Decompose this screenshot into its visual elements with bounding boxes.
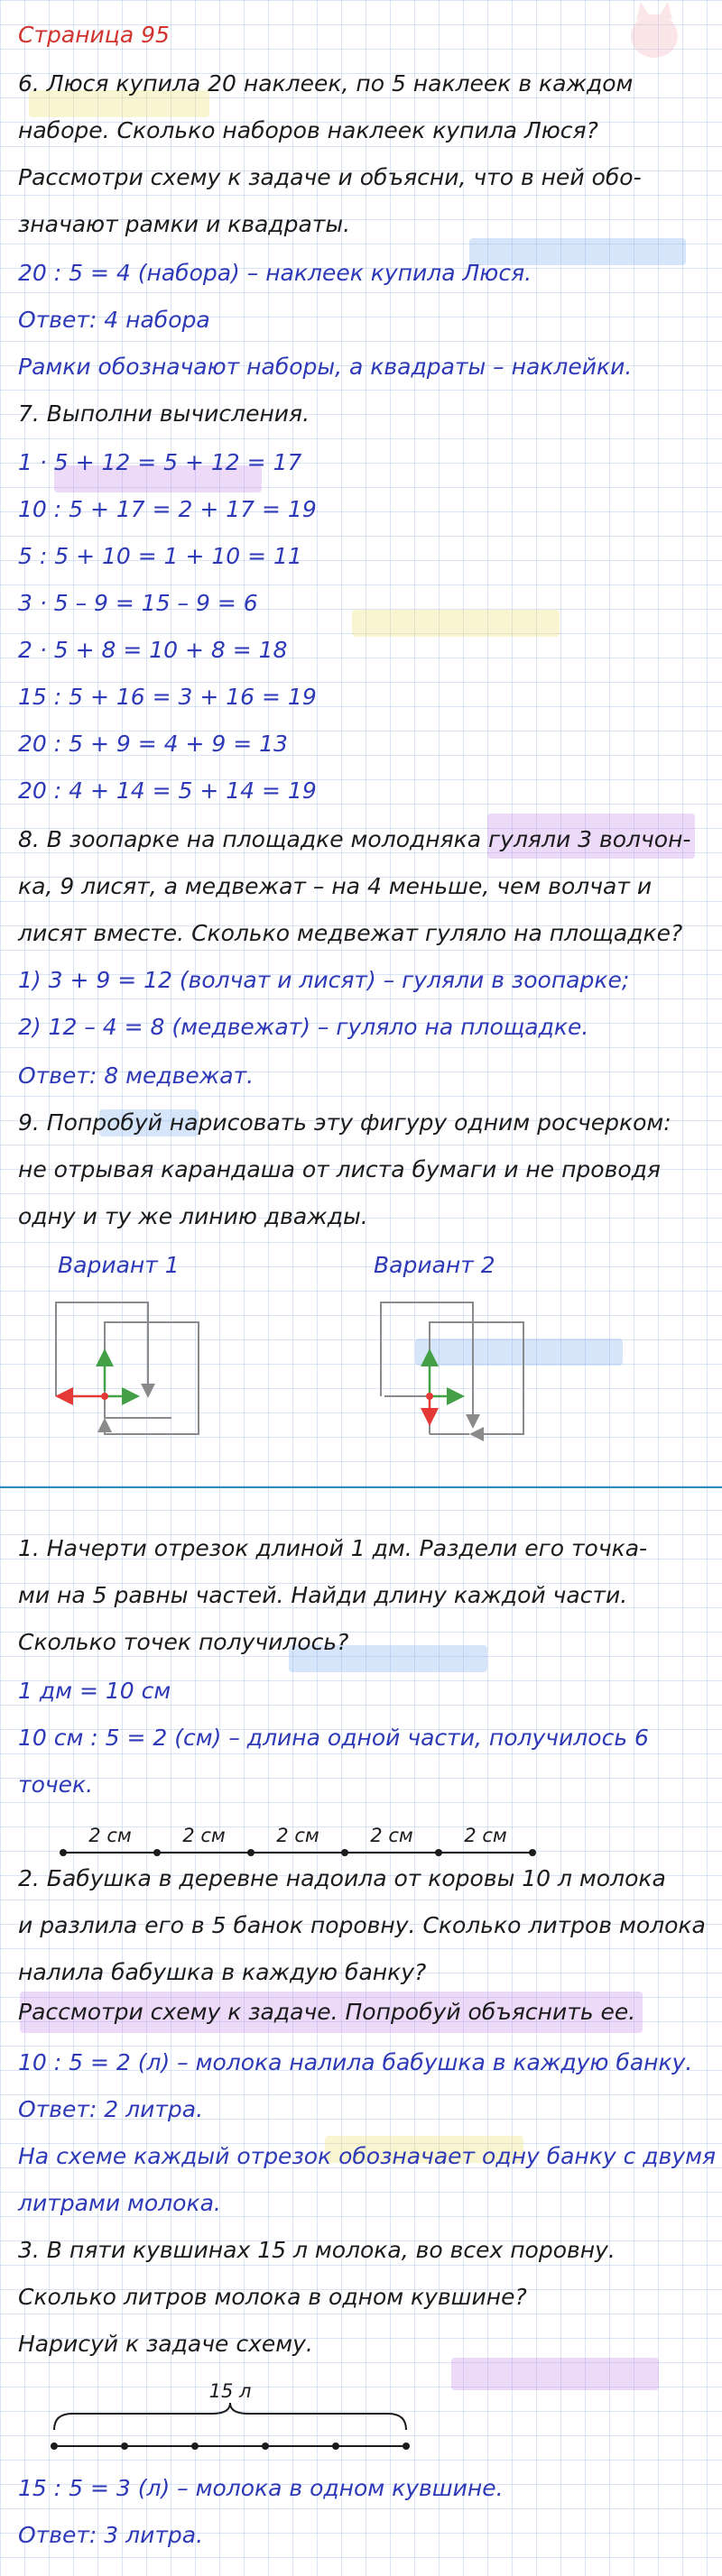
segment-diagram [54, 1806, 542, 1869]
segment-point [529, 1849, 536, 1856]
page-label: Страница 95 [18, 22, 170, 48]
brace-schema [45, 2370, 424, 2461]
b2-task1-conversion: 1 дм = 10 см [18, 1678, 171, 1704]
task7-item: 5 : 5 + 10 = 1 + 10 = 11 [18, 543, 302, 569]
schema-point [191, 2443, 199, 2450]
segment-label: 2 см [88, 1825, 132, 1846]
segment-label: 2 см [276, 1825, 319, 1846]
task6-text-4: значают рамки и квадраты. [18, 211, 351, 237]
task7-item: 2 · 5 + 8 = 10 + 8 = 18 [18, 637, 288, 663]
segment-point [153, 1849, 161, 1856]
task6-text-1: 6. Люся купила 20 наклеек, по 5 наклеек в каждом [18, 70, 634, 97]
segment-label: 2 см [370, 1825, 413, 1846]
segment-point [247, 1849, 255, 1856]
segment-point [341, 1849, 348, 1856]
segment-label: 2 см [464, 1825, 507, 1846]
variant1-figure [36, 1290, 253, 1452]
b2-task3-text-3: Нарисуй к задаче схему. [18, 2331, 313, 2357]
b2-task2-explanation-a: На схеме каждый отрезок обозначает одну банку с двумя [18, 2143, 717, 2169]
b2-task2-answer: Ответ: 2 литра. [18, 2096, 204, 2122]
b2-task2-solution: 10 : 5 = 2 (л) – молока налила бабушка в каждую банку. [18, 2049, 693, 2075]
segment-point [60, 1849, 67, 1856]
b2-task2-text-1: 2. Бабушка в деревне надоила от коровы 10 л молока [18, 1865, 666, 1891]
segment-label: 2 см [182, 1825, 226, 1846]
task7-item: 20 : 4 + 14 = 5 + 14 = 19 [18, 777, 317, 804]
schema-point [262, 2443, 269, 2450]
brace-label: 15 л [208, 2380, 252, 2402]
task7-title: 7. Выполни вычисления. [18, 400, 310, 427]
b2-task1-text-1: 1. Начерти отрезок длиной 1 дм. Раздели его точка- [18, 1535, 648, 1561]
b2-task1-text-2: ми на 5 равны частей. Найди длину каждой части. [18, 1582, 628, 1608]
task8-answer: Ответ: 8 медвежат. [18, 1063, 255, 1089]
task7-item: 15 : 5 + 16 = 3 + 16 = 19 [18, 684, 317, 710]
b2-task3-text-1: 3. В пяти кувшинах 15 л молока, во всех поровну. [18, 2237, 616, 2263]
task9-text-3: одну и ту же линию дважды. [18, 1203, 368, 1229]
task8-text-2: ка, 9 лисят, а медвежат – на 4 меньше, чем волчат и [18, 873, 653, 899]
b2-task2-text-3: налила бабушка в каждую банку? [18, 1959, 427, 1985]
b2-task1-text-3: Сколько точек получилось? [18, 1629, 349, 1655]
b2-task3-solution: 15 : 5 = 3 (л) – молока в одном кувшине. [18, 2475, 504, 2501]
task8-step-1: 1) 3 + 9 = 12 (волчат и лисят) – гуляли в зоопарке; [18, 967, 630, 993]
variant1-label: Вариант 1 [58, 1252, 180, 1278]
schema-point [51, 2443, 58, 2450]
variant2-figure [361, 1290, 578, 1452]
b2-task2-text-4: Рассмотри схему к задаче. Попробуй объяснить ее. [18, 1999, 636, 2025]
b2-task1-solution-a: 10 см : 5 = 2 (см) – длина одной части, получилось 6 [18, 1725, 649, 1751]
b2-task2-explanation-b: литрами молока. [18, 2190, 221, 2216]
b2-task2-text-2: и разлила его в 5 банок поровну. Сколько литров молока [18, 1912, 706, 1938]
task6-explanation: Рамки обозначают наборы, а квадраты – наклейки. [18, 354, 633, 380]
task6-text-2: наборе. Сколько наборов наклеек купила Люся? [18, 117, 598, 143]
task8-step-2: 2) 12 – 4 = 8 (медвежат) – гуляло на площадке. [18, 1014, 589, 1040]
task9-text-2: не отрывая карандаша от листа бумаги и не проводя [18, 1156, 661, 1182]
b2-task3-text-2: Сколько литров молока в одном кувшине? [18, 2284, 527, 2310]
task7-item: 1 · 5 + 12 = 5 + 12 = 17 [18, 449, 302, 475]
task8-text-3: лисят вместе. Сколько медвежат гуляло на площадке? [18, 920, 683, 946]
task7-item: 20 : 5 + 9 = 4 + 9 = 13 [18, 731, 288, 757]
schema-point [403, 2443, 410, 2450]
task7-item: 10 : 5 + 17 = 2 + 17 = 19 [18, 496, 317, 522]
task6-text-3: Рассмотри схему к задаче и объясни, что в ней обо- [18, 164, 642, 190]
task9-text-1: 9. Попробуй нарисовать эту фигуру одним росчерком: [18, 1109, 671, 1136]
schema-point [332, 2443, 339, 2450]
watermark-bar [451, 2358, 659, 2390]
schema-point [121, 2443, 128, 2450]
section-divider [0, 1486, 722, 1488]
task6-answer: Ответ: 4 набора [18, 307, 210, 333]
b2-task3-answer: Ответ: 3 литра. [18, 2522, 204, 2548]
task8-text-1: 8. В зоопарке на площадке молодняка гуляли 3 волчон- [18, 826, 691, 852]
segment-point [435, 1849, 442, 1856]
variant2-label: Вариант 2 [374, 1252, 495, 1278]
b2-task1-solution-b: точек. [18, 1771, 94, 1798]
task7-item: 3 · 5 – 9 = 15 – 9 = 6 [18, 590, 258, 616]
task6-solution: 20 : 5 = 4 (набора) – наклеек купила Люся. [18, 260, 532, 286]
brace [54, 2403, 406, 2430]
